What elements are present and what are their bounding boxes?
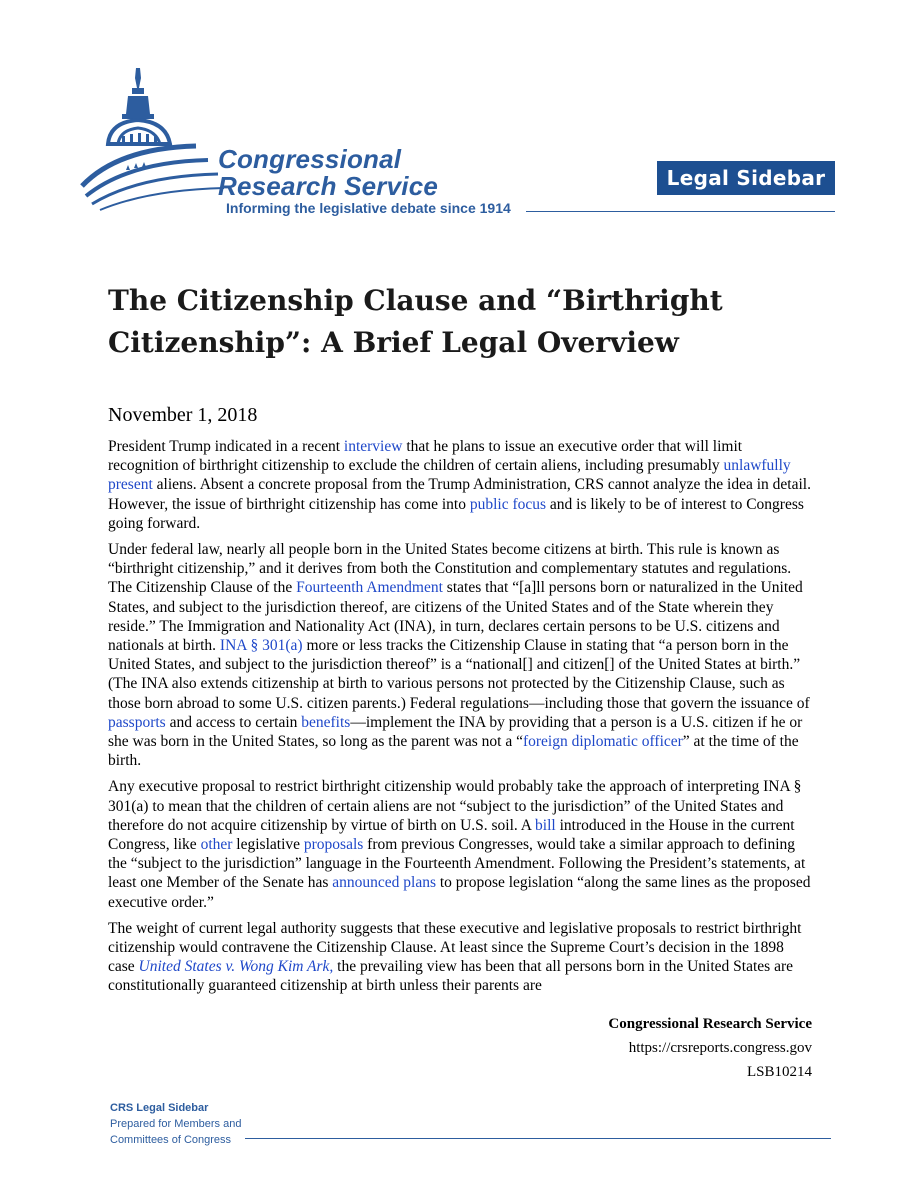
- legal-sidebar-badge: Legal Sidebar: [657, 161, 835, 195]
- inline-link[interactable]: bill: [535, 816, 556, 834]
- document-body: [108, 437, 814, 1003]
- body-paragraph: [108, 540, 814, 770]
- paragraph-text: and access to certain: [165, 713, 302, 731]
- paragraph-text: from previous Congresses, would take a similar approach to defining the “subject to the jurisdiction” language in the Fourteenth Amendment. Following the President’s statements, at least one Member of the Senate has: [108, 836, 806, 892]
- inline-link[interactable]: public focus: [469, 495, 547, 513]
- tagline-divider: [526, 211, 835, 212]
- paragraph-text: —implement the INA by providing that a person is a U.S. citizen if he or she was born in the United States, so long as the parent was not a “: [108, 713, 803, 751]
- crs-wordmark: [218, 146, 438, 200]
- inline-link[interactable]: foreign diplomatic officer: [522, 733, 683, 751]
- footer-label-line2: Prepared for Members and: [110, 1118, 242, 1130]
- inline-link[interactable]: Fourteenth Amendment: [296, 579, 443, 597]
- inline-link[interactable]: benefits: [301, 713, 351, 731]
- paragraph-text: to propose legislation “along the same lines as the proposed executive order.”: [108, 874, 811, 911]
- footer-label-title: CRS Legal Sidebar: [110, 1102, 209, 1114]
- paragraph-text: aliens. Absent a concrete proposal from the Trump Administration, CRS cannot analyze the idea in detail. However, the issue of birthright citizenship has come into: [108, 476, 811, 513]
- body-paragraph: [108, 437, 814, 533]
- footer-report-id: LSB10214: [746, 1064, 812, 1080]
- paragraph-text: the prevailing view has been that all persons born in the United States are constitutionally guaranteed citizenship at birth unless their parents are: [108, 958, 793, 995]
- inline-link[interactable]: United States v. Wong Kim Ark,: [138, 958, 334, 976]
- paragraph-text: that he plans to issue an executive order that will limit recognition of birthright citizenship to exclude the children of certain aliens, including presumably: [108, 438, 743, 475]
- paragraph-text: President Trump indicated in a recent: [108, 438, 344, 455]
- document-title: The Citizenship Clause and “Birthright Citizenship”: A Brief Legal Overview: [108, 284, 723, 359]
- inline-link[interactable]: announced plans: [332, 874, 436, 892]
- paragraph-text: introduced in the House in the current Congress, like: [108, 816, 795, 854]
- crs-logo: [78, 66, 538, 226]
- inline-link[interactable]: other: [200, 836, 233, 854]
- footer-divider: [245, 1138, 831, 1139]
- inline-link[interactable]: passports: [108, 713, 166, 731]
- inline-link[interactable]: interview: [343, 438, 403, 455]
- paragraph-text: more or less tracks the Citizenship Clause in stating that “a person born in the United States, and subject to the jurisdiction thereof” is a “national[] and citizen[] of the United States at birth.” (The INA also extends citizenship at birth to various persons not protected by the Citizenship Clause, such as those born abroad to some U.S. citizen parents.) Federal regulations—including those that govern the issuance of: [108, 637, 810, 712]
- paragraph-text: The weight of current legal authority suggests that these executive and legislative proposals to restrict birthright citizenship would contravene the Citizenship Clause. At least since the Supreme Court’s decision in the 1898 case: [108, 919, 802, 976]
- crs-name-line1: Congressional: [218, 144, 402, 174]
- inline-link[interactable]: INA § 301(a): [219, 637, 303, 655]
- inline-link[interactable]: proposals: [303, 836, 364, 854]
- capitol-dome-icon: [78, 66, 228, 216]
- footer-label: [110, 1100, 241, 1148]
- document-date: November 1, 2018: [108, 404, 258, 426]
- crs-name-line2: Research Service: [218, 171, 439, 201]
- footer-attribution: [608, 1012, 812, 1084]
- footer-url[interactable]: https://crsreports.congress.gov: [628, 1040, 812, 1056]
- paragraph-text: ” at the time of the birth.: [108, 733, 799, 770]
- paragraph-text: states that “[a]ll persons born or naturalized in the United States, and subject to the jurisdiction thereof, are citizens of the United States and of the State wherein they reside.” The Immigration and Nationality Act (INA), in turn, declares certain persons to be U.S. citizens and nationals at birth.: [108, 579, 803, 655]
- paragraph-text: Under federal law, nearly all people born in the United States become citizens at birth. This rule is known as “birthright citizenship,” and it derives from both the Constitution and complementary statutes and regulations. The Citizenship Clause of the: [108, 541, 792, 597]
- inline-link[interactable]: unlawfully present: [108, 457, 791, 494]
- footer-org: Congressional Research Service: [608, 1016, 812, 1032]
- body-paragraph: [108, 777, 814, 911]
- paragraph-text: legislative: [232, 836, 304, 854]
- paragraph-text: and is likely to be of interest to Congress going forward.: [108, 495, 804, 532]
- footer-label-line3: Committees of Congress: [110, 1134, 232, 1146]
- crs-tagline: Informing the legislative debate since 1914: [226, 200, 511, 216]
- paragraph-text: Any executive proposal to restrict birthright citizenship would probably take the approach of interpreting INA § 301(a) to mean that the children of certain aliens are not “subject to the jurisdiction” of the United States and therefore do not acquire citizenship by virtue of birth on U.S. soil. A: [108, 778, 802, 834]
- body-paragraph: [108, 919, 814, 996]
